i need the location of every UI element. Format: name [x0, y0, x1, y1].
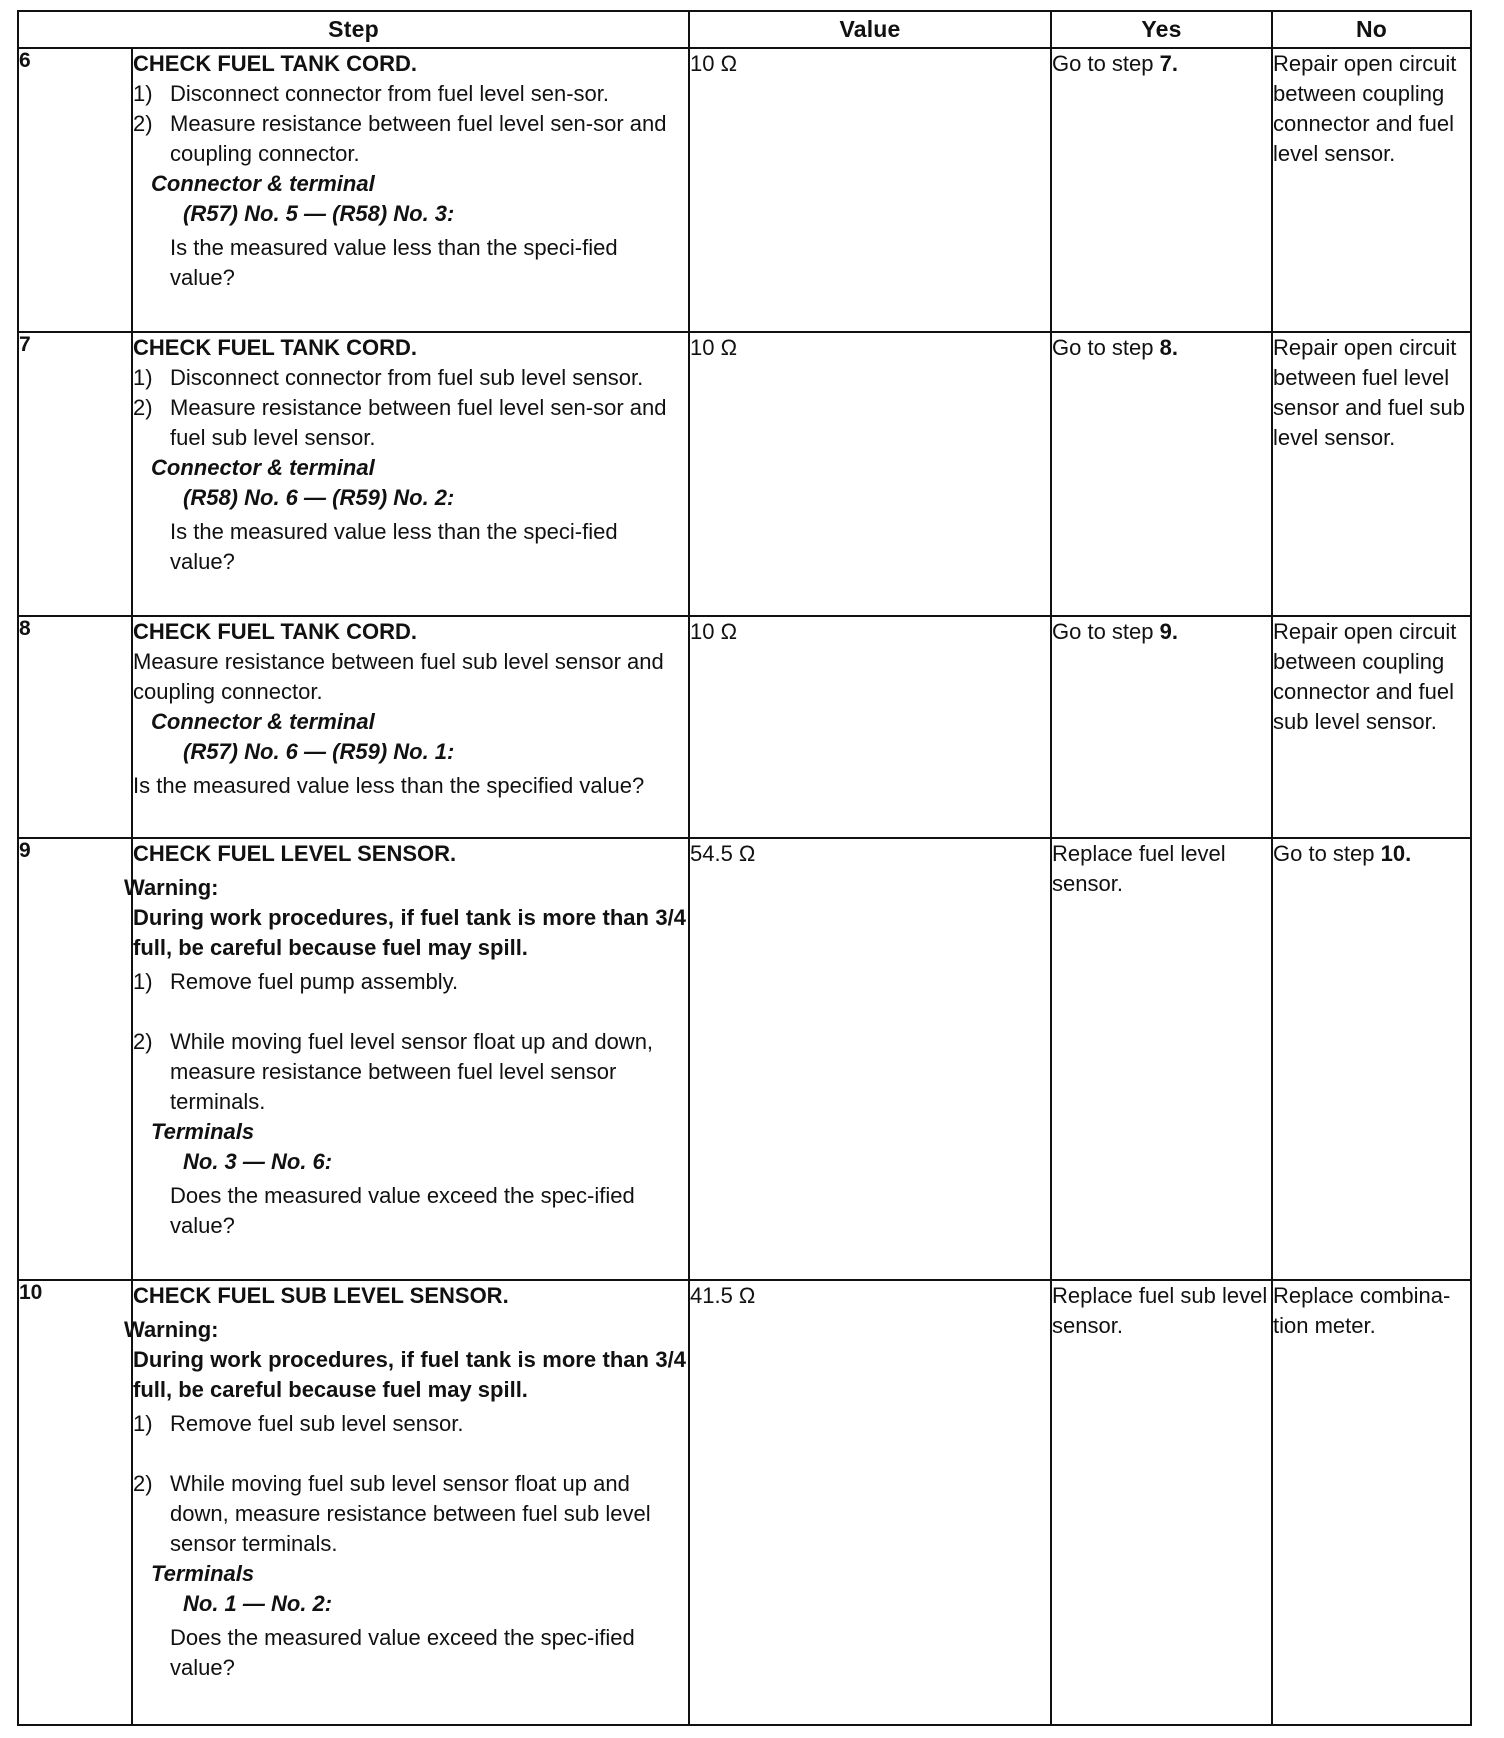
substep-number: 2) [133, 1471, 153, 1496]
substep-text: While moving fuel level sensor float up and down, measure resistance between fuel level sensor terminals. [170, 1029, 654, 1114]
yes-cell [1051, 616, 1272, 838]
yes-step-ref: 8. [1159, 335, 1178, 360]
substep [133, 79, 688, 109]
substep-number: 2) [133, 395, 153, 420]
substep-number: 1) [133, 969, 153, 994]
step-title: CHECK FUEL LEVEL SENSOR. [133, 841, 457, 866]
warning-text: During work procedures, if fuel tank is more than 3/4 full, be careful because fuel may spill. [133, 905, 686, 960]
substep-text: Disconnect connector from fuel sub level sensor. [170, 365, 644, 390]
header-step: Step [18, 11, 689, 48]
substep [133, 109, 688, 169]
step-number: 8 [18, 616, 132, 838]
substep-text: Disconnect connector from fuel level sen-sor. [170, 81, 609, 106]
diagnostic-table [17, 10, 1472, 1726]
connector-terminal-value: (R57) No. 6 — (R59) No. 1: [183, 739, 455, 764]
no-cell [1272, 838, 1471, 1280]
header-row [18, 11, 1471, 48]
substep-text: Measure resistance between fuel level sen-sor and coupling connector. [170, 111, 667, 166]
substep-text: Remove fuel pump assembly. [170, 969, 459, 994]
substep-number: 1) [133, 81, 153, 106]
no-cell: Repair open circuit between fuel level sensor and fuel sub level sensor. [1272, 332, 1471, 616]
table-row [18, 332, 1471, 616]
yes-step-ref: 7. [1159, 51, 1178, 76]
connector-terminal-value: (R57) No. 5 — (R58) No. 3: [183, 201, 455, 226]
no-cell: Repair open circuit between coupling connector and fuel level sensor. [1272, 48, 1471, 332]
spacer [133, 1439, 688, 1469]
substep-number: 1) [133, 1411, 153, 1436]
connector-terminal-label: Connector & terminal [151, 709, 375, 734]
spacer [133, 997, 688, 1027]
step-content [124, 838, 689, 1280]
substep [133, 1027, 688, 1117]
warning-text: During work procedures, if fuel tank is more than 3/4 full, be careful because fuel may spill. [133, 1347, 686, 1402]
step-body: Measure resistance between fuel sub level sensor and coupling connector. [133, 649, 664, 704]
step-number: 6 [18, 48, 132, 332]
no-cell: Repair open circuit between coupling connector and fuel sub level sensor. [1272, 616, 1471, 838]
table-row [18, 838, 1471, 1280]
yes-cell [1051, 332, 1272, 616]
yes-cell: Replace fuel level sensor. [1051, 838, 1272, 1280]
step-title: CHECK FUEL TANK CORD. [133, 619, 417, 644]
table-row [18, 1280, 1471, 1725]
step-question: Does the measured value exceed the spec-ified value? [170, 1183, 635, 1238]
table-row [18, 48, 1471, 332]
yes-text: Go to step [1052, 335, 1160, 360]
step-question: Does the measured value exceed the spec-ified value? [170, 1625, 635, 1680]
header-value: Value [689, 11, 1051, 48]
value-cell: 10 Ω [689, 616, 1051, 838]
substep-number: 2) [133, 1029, 153, 1054]
step-question: Is the measured value less than the specified value? [133, 773, 645, 798]
header-no: No [1272, 11, 1471, 48]
step-title: CHECK FUEL TANK CORD. [133, 51, 417, 76]
substep [133, 393, 688, 453]
terminals-value: No. 1 — No. 2: [183, 1591, 333, 1616]
connector-terminal-value: (R58) No. 6 — (R59) No. 2: [183, 485, 455, 510]
step-content [132, 332, 689, 616]
yes-text: Go to step [1052, 51, 1160, 76]
header-yes: Yes [1051, 11, 1272, 48]
step-content [124, 1280, 689, 1725]
yes-cell [1051, 48, 1272, 332]
step-question: Is the measured value less than the speci-fied value? [170, 235, 618, 290]
warning-label: Warning: [124, 875, 219, 900]
yes-cell: Replace fuel sub level sensor. [1051, 1280, 1272, 1725]
warning-label: Warning: [124, 1317, 219, 1342]
value-cell: 41.5 Ω [689, 1280, 1051, 1725]
no-cell: Replace combina-tion meter. [1272, 1280, 1471, 1725]
value-cell: 54.5 Ω [689, 838, 1051, 1280]
yes-text: Go to step [1052, 619, 1160, 644]
no-text: Go to step [1273, 841, 1381, 866]
terminals-label: Terminals [151, 1119, 255, 1144]
yes-step-ref: 9. [1159, 619, 1178, 644]
substep-text: While moving fuel sub level sensor float up and down, measure resistance between fuel sub level sensor terminals. [170, 1471, 651, 1556]
step-content [132, 48, 689, 332]
substep-number: 1) [133, 365, 153, 390]
step-number: 10 [18, 1280, 132, 1725]
step-number: 7 [18, 332, 132, 616]
no-step-ref: 10. [1380, 841, 1412, 866]
substep [133, 967, 688, 997]
table-row [18, 616, 1471, 838]
substep [133, 1469, 688, 1559]
connector-terminal-label: Connector & terminal [151, 171, 375, 196]
step-question: Is the measured value less than the speci-fied value? [170, 519, 618, 574]
connector-terminal-label: Connector & terminal [151, 455, 375, 480]
substep [133, 363, 688, 393]
step-title: CHECK FUEL TANK CORD. [133, 335, 417, 360]
substep-number: 2) [133, 111, 153, 136]
step-content [132, 616, 689, 838]
step-number: 9 [18, 838, 132, 1280]
value-cell: 10 Ω [689, 332, 1051, 616]
terminals-label: Terminals [151, 1561, 255, 1586]
substep [133, 1409, 688, 1439]
substep-text: Remove fuel sub level sensor. [170, 1411, 464, 1436]
value-cell: 10 Ω [689, 48, 1051, 332]
substep-text: Measure resistance between fuel level sen-sor and fuel sub level sensor. [170, 395, 667, 450]
terminals-value: No. 3 — No. 6: [183, 1149, 333, 1174]
step-title: CHECK FUEL SUB LEVEL SENSOR. [133, 1283, 509, 1308]
